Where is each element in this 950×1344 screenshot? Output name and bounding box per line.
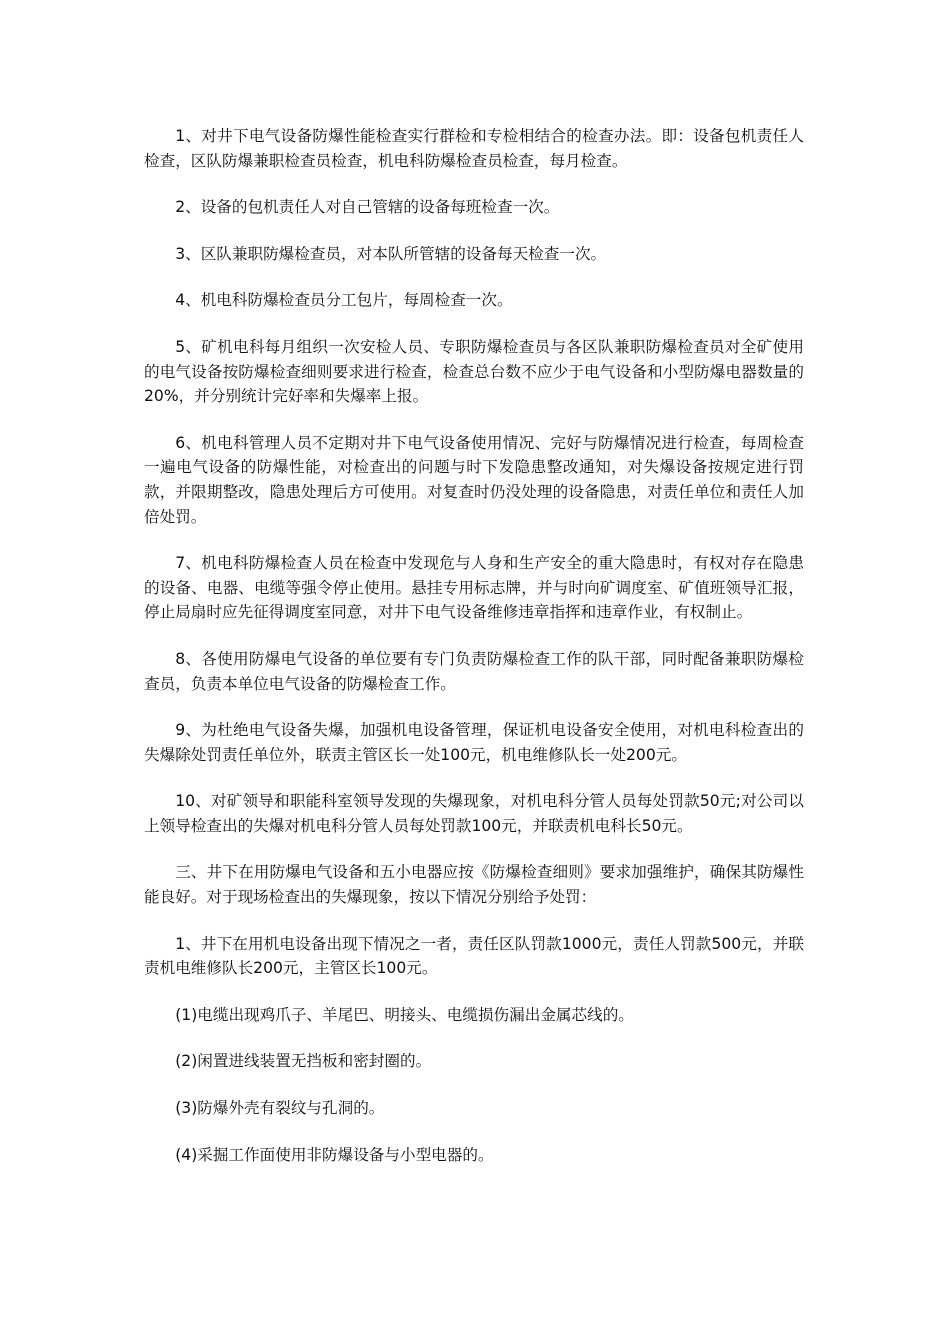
paragraph-hazard-authority: 7、机电科防爆检查人员在检查中发现危与人身和生产安全的重大隐患时，有权对存在隐患的设备、电器、电缆等强令停止使用。悬挂专用标志牌，并与时向矿调度室、矿值班领导汇报，停止局扇时应先征得调度室同意，对井下电气设备维修违章指挥和违章作业，有权制止。 xyxy=(144,554,804,622)
document-body xyxy=(144,124,804,1189)
paragraph-penalty-rule-1: 1、井下在用机电设备出现下情况之一者，责任区队罚款1000元，责任人罚款500元，并联责机电维修队长200元，主管区长100元。 xyxy=(144,934,804,978)
list-item-non-explosion-proof: (4)采掘工作面使用非防爆设备与小型电器的。 xyxy=(175,1145,494,1164)
paragraph-penalty-chief: 9、为杜绝电气设备失爆，加强机电设备管理，保证机电设备安全使用，对机电科检查出的失爆除处罚责任单位外，联责主管区长一处100元，机电维修队长一处200元。 xyxy=(144,721,804,764)
paragraph-irregular-check: 6、机电科管理人员不定期对井下电气设备使用情况、完好与防爆情况进行检查，每周检查一遍电气设备的防爆性能，对检查出的问题与时下发隐患整改通知，对失爆设备按规定进行罚款，并限期整改，隐患处理后方可使用。对复查时仍没处理的设备隐患，对责任单位和责任人加倍处罚。 xyxy=(144,433,804,526)
paragraph-daily-check: 3、区队兼职防爆检查员，对本队所管辖的设备每天检查一次。 xyxy=(175,244,607,263)
paragraph-penalty-leadership: 10、对矿领导和职能科室领导发现的失爆现象，对机电科分管人员每处罚款50元;对公司以上领导检查出的失爆对机电科分管人员每处罚款100元，并联责机电科长50元。 xyxy=(144,792,804,835)
paragraph-inspection-method: 1、对井下电气设备防爆性能检查实行群检和专检相结合的检查办法。即：设备包机责任人检查，区队防爆兼职检查员检查，机电科防爆检查员检查，每月检查。 xyxy=(144,127,804,170)
paragraph-weekly-check: 4、机电科防爆检查员分工包片，每周检查一次。 xyxy=(175,291,513,310)
paragraph-shift-check: 2、设备的包机责任人对自己管辖的设备每班检查一次。 xyxy=(175,198,560,217)
list-item-cable-damage: (1)电缆出现鸡爪子、羊尾巴、明接头、电缆损伤漏出金属芯线的。 xyxy=(175,1005,634,1024)
list-item-shell-crack: (3)防爆外壳有裂纹与孔洞的。 xyxy=(175,1099,385,1118)
list-item-idle-inlet: (2)闲置进线装置无挡板和密封圈的。 xyxy=(175,1052,432,1071)
paragraph-unit-staffing: 8、各使用防爆电气设备的单位要有专门负责防爆检查工作的队干部，同时配备兼职防爆检查员，负责本单位电气设备的防爆检查工作。 xyxy=(144,649,804,693)
paragraph-section-three: 三、井下在用防爆电气设备和五小电器应按《防爆检查细则》要求加强维护，确保其防爆性能良好。对于现场检查出的失爆现象，按以下情况分别给予处罚： xyxy=(144,863,804,907)
paragraph-monthly-check: 5、矿机电科每月组织一次安检人员、专职防爆检查员与各区队兼职防爆检查员对全矿使用的电气设备按防爆检查细则要求进行检查，检查总台数不应少于电气设备和小型防爆电器数量的20%，并分别统计完好率和失爆率上报。 xyxy=(144,337,804,406)
